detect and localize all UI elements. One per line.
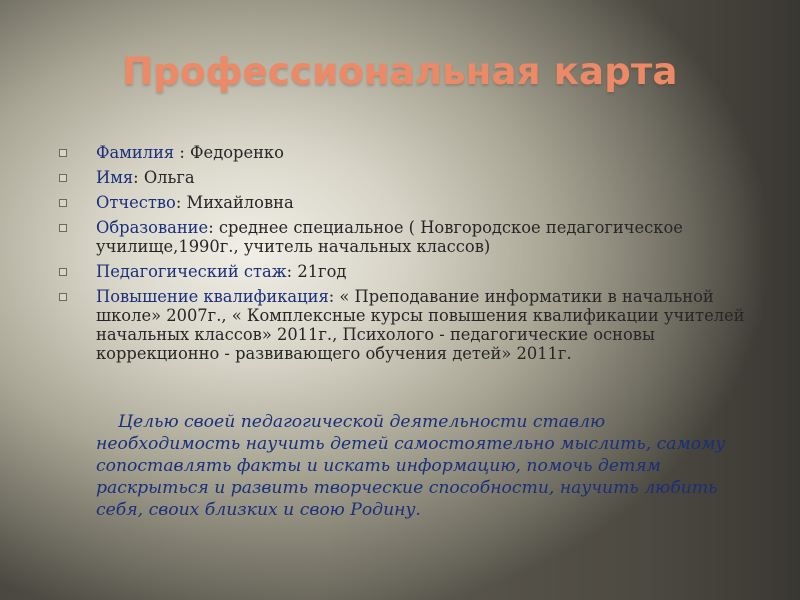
item-separator: : (175, 193, 187, 212)
item-label: Отчество (96, 193, 176, 212)
item-value: Михайловна (186, 193, 294, 212)
square-bullet-icon (59, 149, 67, 157)
item-separator: : (133, 168, 144, 187)
list-item-education (58, 218, 768, 256)
square-bullet-icon (59, 268, 67, 276)
item-value: Федоренко (190, 143, 284, 162)
list-item-name (58, 168, 768, 187)
item-label: Педагогический стаж (96, 262, 287, 281)
item-label: Образование (96, 218, 209, 237)
pedagogical-goal-quote (96, 411, 736, 521)
square-bullet-icon (59, 224, 67, 232)
item-value: 21год (297, 262, 347, 281)
list-item-patronymic (58, 193, 768, 212)
item-label: Повышение квалификация (96, 287, 329, 306)
profile-list (58, 143, 768, 369)
item-value: Ольга (143, 168, 195, 187)
list-item-experience (58, 262, 768, 281)
item-label: Имя (96, 168, 134, 187)
square-bullet-icon (59, 293, 67, 301)
item-separator: : (174, 143, 191, 162)
item-label: Фамилия (96, 143, 175, 162)
list-item-surname (58, 143, 768, 162)
item-value: среднее специальное ( Новгородское педагогическое училище,1990г., учитель начальных классов) (96, 218, 683, 256)
item-separator: : (286, 262, 298, 281)
item-value: « Преподавание информатики в начальной школе» 2007г., « Комплексные курсы повышения квалификации учителей начальных классов» 2011г., Психолого - педагогические основы коррекционно - развивающего обучения детей» 2011г. (96, 287, 745, 363)
slide-title: Профессиональная карта (122, 50, 678, 93)
square-bullet-icon (59, 174, 67, 182)
quote-text: Целью своей педагогической деятельности ставлю необходимость научить детей самостоятельно мыслить, самому сопоставлять факты и искать информацию, помочь детям раскрыться и развить творческие способности, научить любить себя, своих близких и свою Родину. (96, 412, 726, 520)
item-separator: : (208, 218, 219, 237)
list-item-qualification (58, 287, 768, 363)
square-bullet-icon (59, 199, 67, 207)
item-separator: : (328, 287, 340, 306)
